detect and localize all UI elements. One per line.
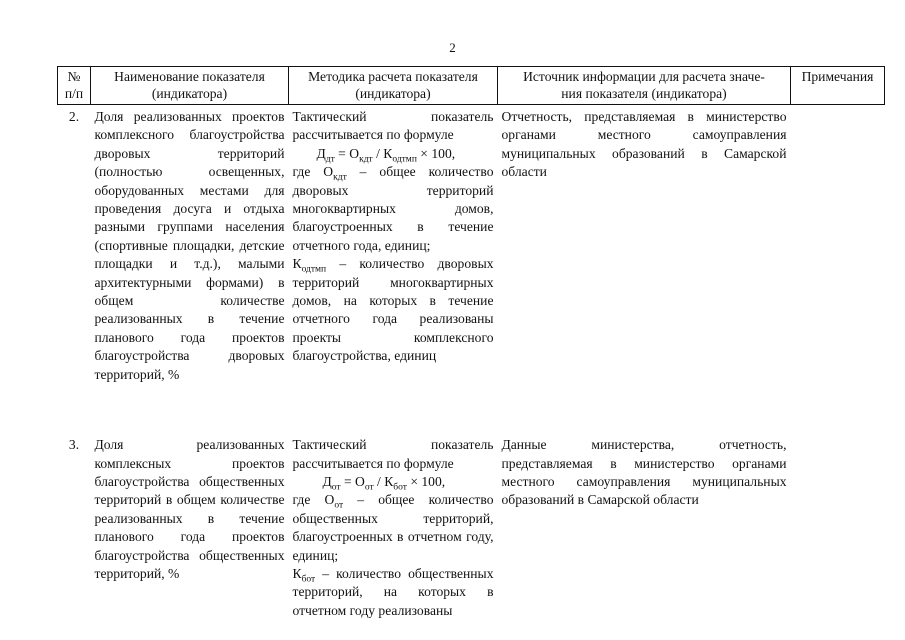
method-intro: Тактический показатель рассчитывается по формуле	[292, 109, 494, 143]
header-name: Наименование показателя (индикатора)	[91, 67, 289, 105]
calculation-method	[289, 436, 498, 620]
page-number: 2	[449, 40, 456, 55]
header-method: Методика расчета показателя (индикатора)	[289, 67, 498, 105]
header-num: № п/п	[58, 67, 91, 105]
header-source: Источник информации для расчета значе- ния показателя (индикатора)	[498, 67, 791, 105]
formula: $Д_{от} = О_{от} / К_{бот} \times 100$,	[322, 473, 446, 493]
formula-definition: $К_{бот}$ – количество общественных территорий, на которых в отчетном году реализованы	[292, 565, 494, 618]
indicator-name: Доля реализованных проектов комплексного благоустройства дворовых территорий (полностью освещенных, оборудованных местами для проведения досуга и отдыха разными группами населения (спортивные площадки, детские площадки и т.д.), малыми архитектурными формами) в общем количестве реализованных в течение планового года проектов благоустройства дворовых территорий, %	[94, 109, 285, 382]
information-source: Данные министерства, отчетность, представляемая в министерство органами местного самоуправления муниципальных образований в Самарской области	[501, 437, 787, 508]
table-row	[58, 105, 885, 437]
method-intro: Тактический показатель рассчитывается по формуле	[292, 437, 494, 471]
row-number: 2.	[68, 109, 80, 124]
header-notes: Примечания	[791, 67, 885, 105]
calculation-method	[289, 105, 498, 437]
indicators-table	[57, 66, 885, 620]
information-source: Отчетность, представляемая в министерство органами местного самоуправления муниципальных образований в Самарской области	[501, 109, 787, 180]
notes	[791, 436, 885, 620]
table-row	[58, 436, 885, 620]
formula-definition: где $О_{от}$ – общее количество общественных территорий, благоустроенных в отчетном году, единиц;	[292, 492, 494, 563]
formula-definition: $К_{одтмп}$ – количество дворовых территорий многоквартирных домов, на которых в течение отчетного года реализованы проекты комплексного благоустройства, единиц	[292, 256, 494, 364]
table-header-row	[58, 67, 885, 105]
row-number: 3.	[68, 437, 80, 453]
indicator-name: Доля реализованных комплексных проектов благоустройства общественных территорий в общем количестве реализованных в течение планового года проектов благоустройства общественных территорий, %	[94, 437, 285, 581]
notes	[791, 105, 885, 437]
formula: $Д_{дт} = О_{кдт} / К_{одтмп} \times 100$,	[316, 145, 456, 165]
formula-definition: где $О_{кдт}$ – общее количество дворовых территорий многоквартирных домов, благоустроенных в течение отчетного года, единиц;	[292, 164, 494, 253]
